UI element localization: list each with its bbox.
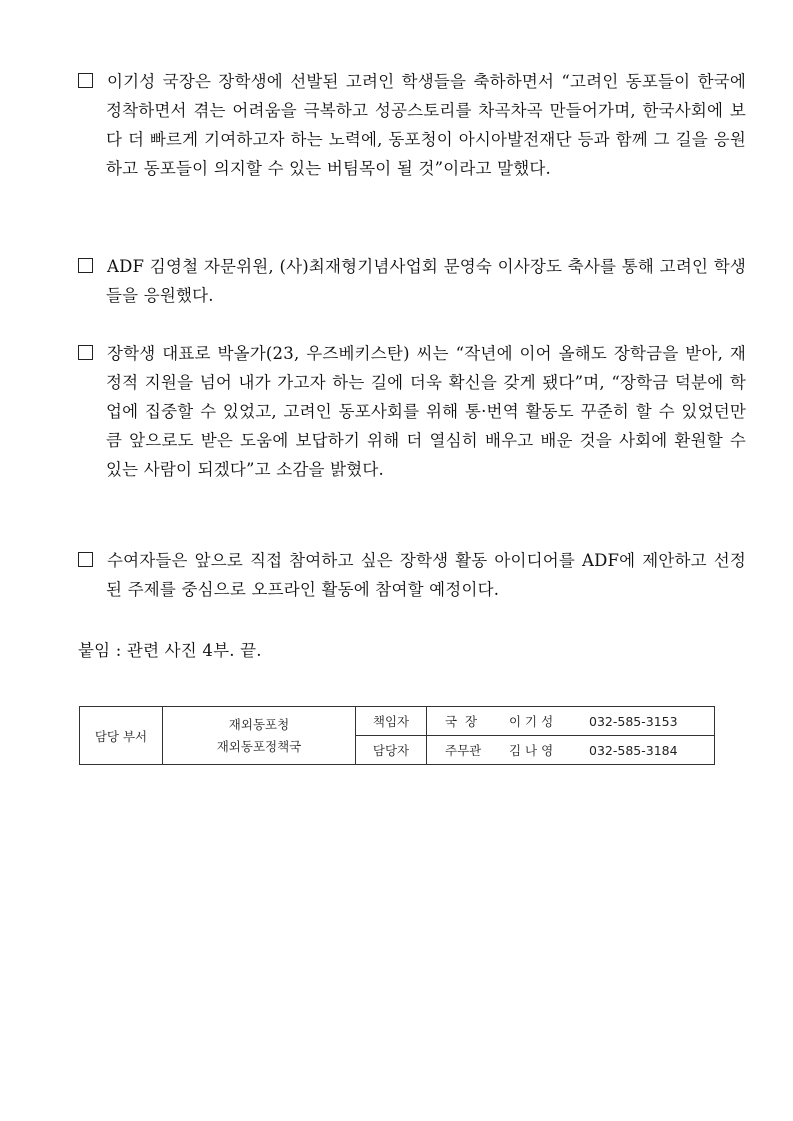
paragraph-1 [78, 67, 746, 183]
paragraph-3 [78, 339, 746, 484]
attachment-note: 붙임 : 관련 사진 4부. 끝. [78, 641, 262, 660]
paragraph-1-text: 이기성 국장은 장학생에 선발된 고려인 학생들을 축하하면서 “고려인 동포들이 한국에 정착하면서 겪는 어려움을 극복하고 성공스토리를 차곡차곡 만들어가며, 한국사회에 보다 더 빠르게 기여하고자 하는 노력에, 동포청이 아시아발전재단 등과 함께 그 길을 응원하고 동포들이 의지할 수 있는 버팀목이 될 것”이라고 말했다. [106, 72, 746, 178]
person-name: 김 나 영 [509, 743, 554, 758]
person-phone: 032-585-3153 [589, 714, 678, 729]
paragraph-4-text: 수여자들은 앞으로 직접 참여하고 싶은 장학생 활동 아이디어를 ADF에 제안하고 선정된 주제를 중심으로 오프라인 활동에 참여할 예정이다. [106, 551, 746, 599]
dept-label: 담당 부서 [80, 707, 163, 765]
person-phone: 032-585-3184 [589, 743, 678, 758]
checkbox-bullet-icon [78, 73, 93, 88]
person-title: 주무관 [445, 743, 482, 758]
contact-table [79, 706, 715, 765]
paragraph-3-text: 장학생 대표로 박올가(23, 우즈베키스탄) 씨는 “작년에 이어 올해도 장학금을 받아, 재정적 지원을 넘어 내가 가고자 하는 길에 더욱 확신을 갖게 됐다”며, “장학금 덕분에 학업에 집중할 수 있었고, 고려인 동포사회를 위해 통·번역 활동도 꾸준히 할 수 있었던만큼 앞으로도 받은 도움에 보답하기 위해 더 열심히 배우고 배운 것을 사회에 환원할 수 있는 사람이 되겠다”고 소감을 밝혔다. [106, 344, 746, 479]
contact-row-1 [80, 707, 715, 736]
checkbox-bullet-icon [78, 552, 93, 567]
dept-name [163, 707, 356, 765]
role-cell: 책임자 [356, 707, 427, 736]
dept-name-line1: 재외동포청 [228, 716, 290, 732]
paragraph-2-text: ADF 김영철 자문위원, (사)최재형기념사업회 문영숙 이사장도 축사를 통해 고려인 학생들을 응원했다. [106, 257, 746, 305]
paragraph-4 [78, 546, 746, 604]
paragraph-2 [78, 252, 746, 310]
checkbox-bullet-icon [78, 258, 93, 273]
person-title: 국 장 [445, 714, 478, 729]
checkbox-bullet-icon [78, 345, 93, 360]
role-cell: 담당자 [356, 736, 427, 765]
dept-name-line2: 재외동포정책국 [216, 738, 302, 754]
person-cell [427, 736, 715, 765]
person-name: 이 기 성 [509, 714, 554, 729]
person-cell [427, 707, 715, 736]
